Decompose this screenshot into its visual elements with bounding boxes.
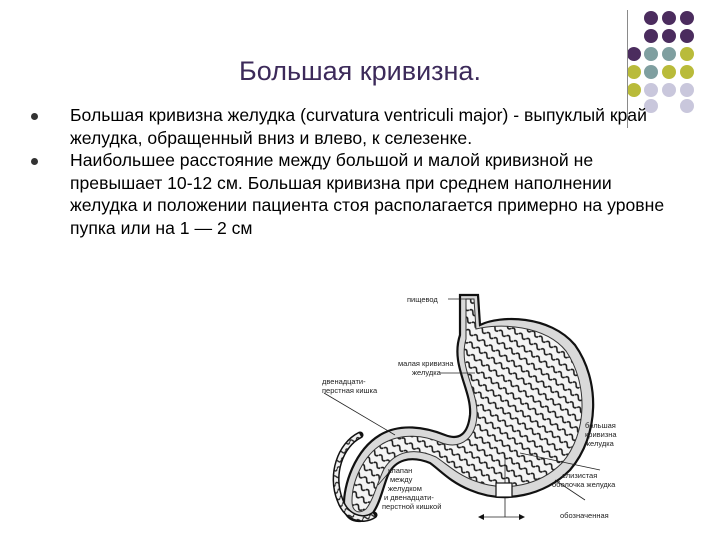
decor-dot [662,29,676,43]
bullet-text: Большая кривизна желудка (curvatura ventriculi major) - выпуклый край желудка, обращенный вниз и влево, к селезенке. [70,105,647,148]
label-valve-5: перстной кишкой [382,502,442,511]
decor-dot [680,11,694,25]
label-valve-4: и двенадцати- [384,493,434,502]
decor-dot [627,83,641,97]
decor-dot [680,47,694,61]
label-esophagus: пищевод [407,295,438,304]
bullet-item [28,104,668,149]
label-duodenum-2: перстная кишка [322,386,378,395]
decor-dot [627,47,641,61]
decor-dot [680,83,694,97]
bullet-icon [31,158,38,165]
decor-dot [662,47,676,61]
label-greater-curvature-3: желудка [585,439,614,448]
label-mucosa: слизистая [562,471,598,480]
label-lesser-curvature: малая кривизна [398,359,454,368]
label-valve: клапан [388,466,413,475]
label-valve-2: между [390,475,413,484]
decor-dot [680,29,694,43]
bullet-item [28,149,668,239]
bullet-list [28,104,668,239]
decor-dot [644,47,658,61]
decor-dot [644,65,658,79]
decor-dot [644,11,658,25]
label-valve-3: желудком [388,484,422,493]
decor-dot [680,65,694,79]
decor-dot [680,99,694,113]
decor-dot [644,83,658,97]
label-reduced: обозначенная [560,511,609,520]
label-greater-curvature-2: кривизна [585,430,617,439]
decor-dot [627,65,641,79]
decor-dot [662,65,676,79]
label-lesser-curvature-2: желудка [412,368,441,377]
decor-dot [662,83,676,97]
label-mucosa-2: оболочка желудка [552,480,616,489]
decor-dot [662,11,676,25]
decor-dot [644,29,658,43]
label-duodenum: двенадцати- [322,377,366,386]
bullet-text: Наибольшее расстояние между большой и малой кривизной не превышает 10-12 см. Большая кривизна при среднем наполнении желудка и положении пациента стоя располагается примерно на уровне пупка или на 1 — 2 см [70,150,665,238]
label-greater-curvature: большая [585,421,616,430]
stomach-diagram [300,285,640,535]
slide-title: Большая кривизна. [239,56,481,86]
bullet-icon [31,113,38,120]
